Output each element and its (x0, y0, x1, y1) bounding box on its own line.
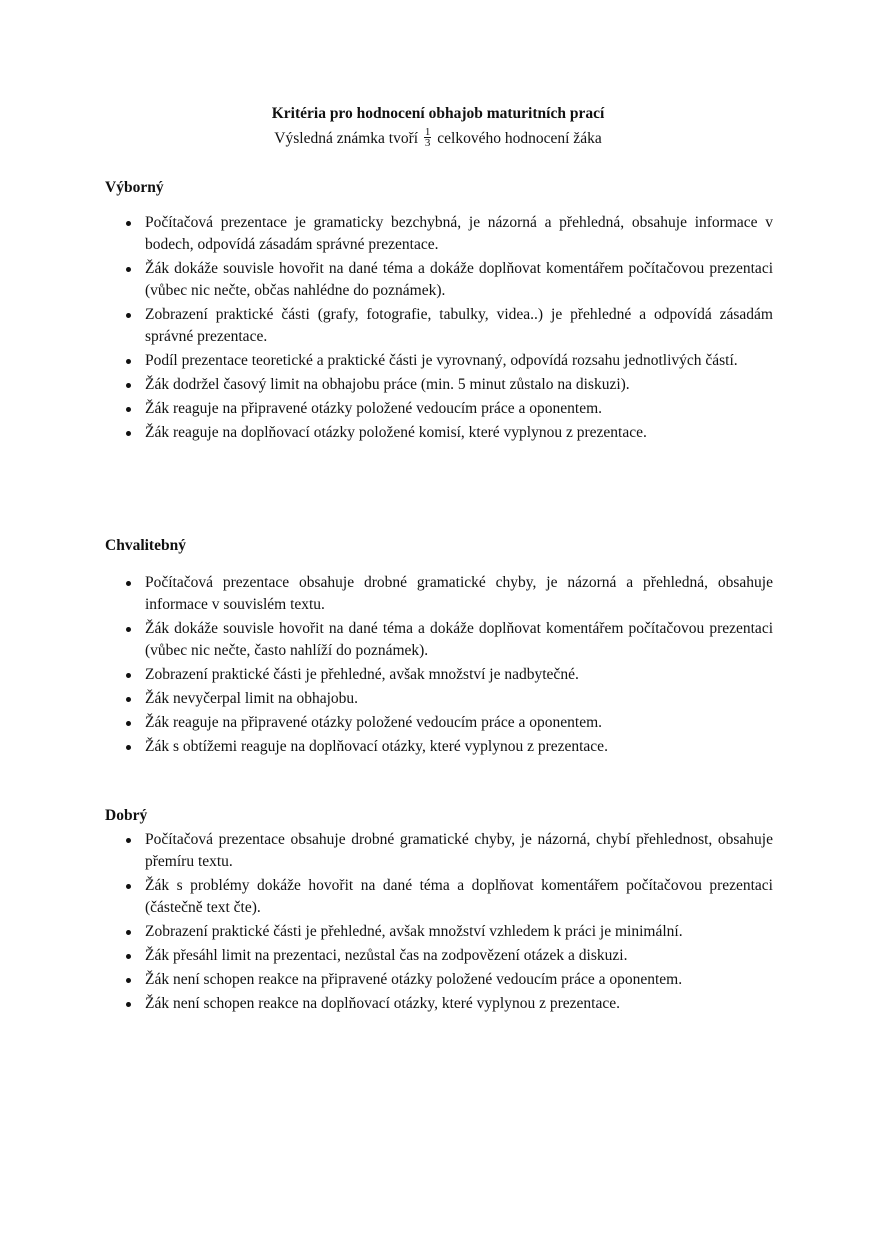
bullet-icon (126, 745, 131, 750)
subtitle-text-after: celkového hodnocení žáka (437, 130, 602, 147)
bullet-icon (126, 978, 131, 983)
list-item (105, 969, 773, 991)
list-item (105, 374, 773, 396)
subtitle-text-before: Výsledná známka tvoří (274, 130, 419, 147)
list-item-text: Žák nevyčerpal limit na obhajobu. (145, 690, 359, 707)
list-item (105, 212, 773, 256)
criteria-list (105, 572, 773, 758)
list-item-text: Žák s obtížemi reaguje na doplňovací otázky, které vyplynou z prezentace. (145, 738, 608, 755)
section-heading: Výborný (105, 179, 164, 196)
bullet-icon (126, 431, 131, 436)
list-item (105, 921, 773, 943)
list-item-text: Podíl prezentace teoretické a praktické části je vyrovnaný, odpovídá rozsahu jednotlivých částí. (145, 352, 738, 369)
list-item (105, 664, 773, 686)
list-item-text: Zobrazení praktické části (grafy, fotografie, tabulky, videa..) je přehledné a odpovídá zásadám správné prezentace. (145, 306, 773, 345)
list-item-text: Žák přesáhl limit na prezentaci, nezůstal čas na zodpovězení otázek a diskuzi. (145, 947, 628, 964)
list-item-text: Počítačová prezentace obsahuje drobné gramatické chyby, je názorná a přehledná, obsahuje informace v souvislém textu. (145, 574, 773, 613)
document-subtitle (0, 126, 876, 152)
list-item (105, 572, 773, 616)
list-item (105, 945, 773, 967)
bullet-icon (126, 581, 131, 586)
list-item-text: Počítačová prezentace obsahuje drobné gramatické chyby, je názorná, chybí přehlednost, obsahuje přemíru textu. (145, 831, 773, 870)
bullet-icon (126, 359, 131, 364)
list-item-text: Žák není schopen reakce na doplňovací otázky, které vyplynou z prezentace. (145, 995, 620, 1012)
list-item-text: Žák reaguje na připravené otázky položené vedoucím práce a oponentem. (145, 400, 603, 417)
section-heading: Chvalitebný (105, 537, 186, 554)
list-item (105, 712, 773, 734)
bullet-icon (126, 673, 131, 678)
bullet-icon (126, 884, 131, 889)
list-item (105, 618, 773, 662)
bullet-icon (126, 407, 131, 412)
list-item-text: Žák dokáže souvisle hovořit na dané téma a dokáže doplňovat komentářem počítačovou prezentaci (vůbec nic nečte, často nahlíží do poznámek). (145, 620, 773, 659)
list-item (105, 736, 773, 758)
bullet-icon (126, 954, 131, 959)
list-item-text: Žák dokáže souvisle hovořit na dané téma a dokáže doplňovat komentářem počítačovou prezentaci (vůbec nic nečte, občas nahlédne do poznámek). (145, 260, 773, 299)
list-item-text: Žák reaguje na připravené otázky položené vedoucím práce a oponentem. (145, 714, 603, 731)
bullet-icon (126, 221, 131, 226)
list-item-text: Žák dodržel časový limit na obhajobu práce (min. 5 minut zůstalo na diskuzi). (145, 376, 630, 393)
list-item-text: Žák není schopen reakce na připravené otázky položené vedoucím práce a oponentem. (145, 971, 683, 988)
section-chvalitebny (105, 536, 773, 760)
list-item (105, 688, 773, 710)
list-item (105, 398, 773, 420)
bullet-icon (126, 721, 131, 726)
list-item-text: Zobrazení praktické části je přehledné, avšak množství je nadbytečné. (145, 666, 579, 683)
bullet-icon (126, 383, 131, 388)
list-item-text: Žák reaguje na doplňovací otázky položené komisí, které vyplynou z prezentace. (145, 424, 647, 441)
list-item-text: Zobrazení praktické části je přehledné, avšak množství vzhledem k práci je minimální. (145, 923, 683, 940)
list-item-text: Počítačová prezentace je gramaticky bezchybná, je názorná a přehledná, obsahuje informace v bodech, odpovídá zásadám správné prezentace. (145, 214, 773, 253)
section-dobry (105, 806, 773, 1017)
criteria-list (105, 829, 773, 1015)
list-item (105, 875, 773, 919)
section-vyborny (105, 178, 773, 446)
section-heading: Dobrý (105, 807, 148, 824)
bullet-icon (126, 697, 131, 702)
bullet-icon (126, 627, 131, 632)
document-title: Kritéria pro hodnocení obhajob maturitních prací (271, 105, 605, 122)
list-item (105, 993, 773, 1015)
list-item (105, 350, 773, 372)
fraction-one-third (424, 127, 432, 148)
bullet-icon (126, 267, 131, 272)
bullet-icon (126, 838, 131, 843)
fraction-denominator: 3 (424, 136, 431, 149)
fraction-numerator: 1 (424, 125, 431, 138)
bullet-icon (126, 930, 131, 935)
list-item (105, 829, 773, 873)
bullet-icon (126, 1002, 131, 1007)
criteria-list (105, 212, 773, 444)
list-item (105, 304, 773, 348)
list-item (105, 258, 773, 302)
list-item-text: Žák s problémy dokáže hovořit na dané téma a doplňovat komentářem počítačovou prezentaci (částečně text čte). (145, 877, 773, 916)
list-item (105, 422, 773, 444)
bullet-icon (126, 313, 131, 318)
